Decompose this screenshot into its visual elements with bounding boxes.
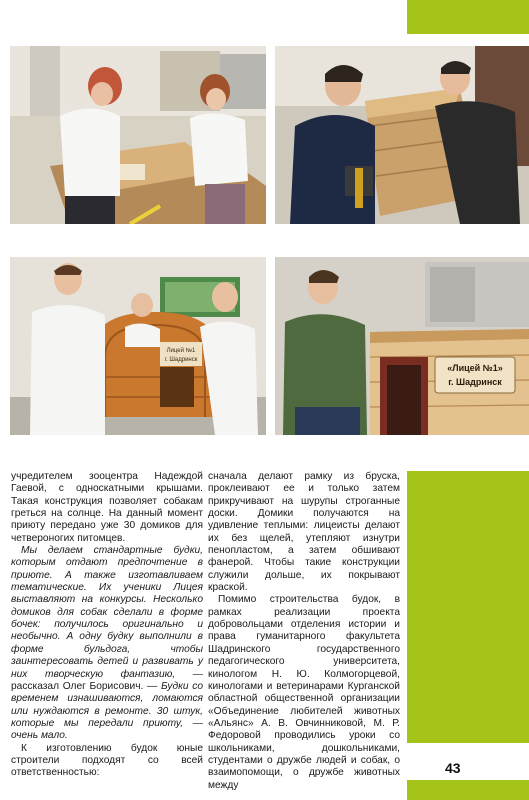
paragraph-method [208,471,400,594]
text-run: сначала делают рамку из бруска, проклеивают ее и только затем прикручивают на шурупы строганные доски. Домики получаются на удивление теплыми: лицеисты делают их без щелей, утепляют изнутри пенопластом, а затем обшивают фанерой. Чтобы такие конструкции служили дольше, их покрывают краской. [208,471,400,594]
paragraph-construction [11,743,203,780]
text-run: учредителем зооцентра Надеждой Гаевой, с односкатными крышами. Такая конструкция позволяет собакам греться на солнце. На данный момент приюту передано уже 30 домиков для четвероногих питомцев. [11,471,203,544]
barrel-sign-line1: Лицей №1 [166,348,196,354]
attribution-text: рассказал Олег Борисович. — [11,680,158,692]
article-column-1 [11,471,203,780]
doghouse-sign-line1: «Лицей №1» [447,363,503,373]
quote-text: Мы делаем стандартные будки, которым отдают предпочтение в приюте. А также изготавливаем тематические. Их ученики Лицея выставляют на конкурсы. Несколько домиков для собак сделали в форме бочек: получилось оригинально и необычно. А одну будку выполнили в форме бульдога, чтобы заинтересовать детей и развивать у них творческую фантазию, — [11,545,203,680]
accent-bar-top [407,0,529,34]
photo-men-building [275,46,529,224]
text-run: К изготовлению будок юные строители подходят со всей ответственностью: [11,742,203,779]
photo-boys-barrel-house [10,257,266,435]
barrel-sign-line2: г. Шадринск [164,357,198,363]
text-run: Помимо строительства будок, в рамках реализации проекта добровольцами отделения истории и права гуманитарного факультета Шадринского государственного педагогического университета, кинологом Н. Ю. Колмогорцевой, кинологами и ветеринарами Курганской областной общественной организации «Объединение любителей животных «Альянс» А. В. Овчинниковой, М. Р. Федоровой проводились уроки со школьниками, дошкольниками, студентами о дружбе людей и собак, о взаимопомощи, о дружбе животных между [208,594,400,791]
article-column-2 [208,471,400,792]
paragraph-quote [11,545,203,743]
accent-bar-bottom [407,780,529,800]
paragraph-intro [11,471,203,545]
quote-text-continued: Будки со временем изнашиваются, ломаются или нуждаются в ремонте. 30 штук, которые мы передали приюту, — очень мало. [11,680,203,742]
photo-girls-workshop [10,46,266,224]
photo-boy-doghouse-sign [275,257,529,435]
doghouse-sign-line2: г. Шадринск [448,377,502,387]
paragraph-project [208,594,400,792]
page-number: 43 [445,760,461,776]
accent-bar-side [407,471,529,743]
